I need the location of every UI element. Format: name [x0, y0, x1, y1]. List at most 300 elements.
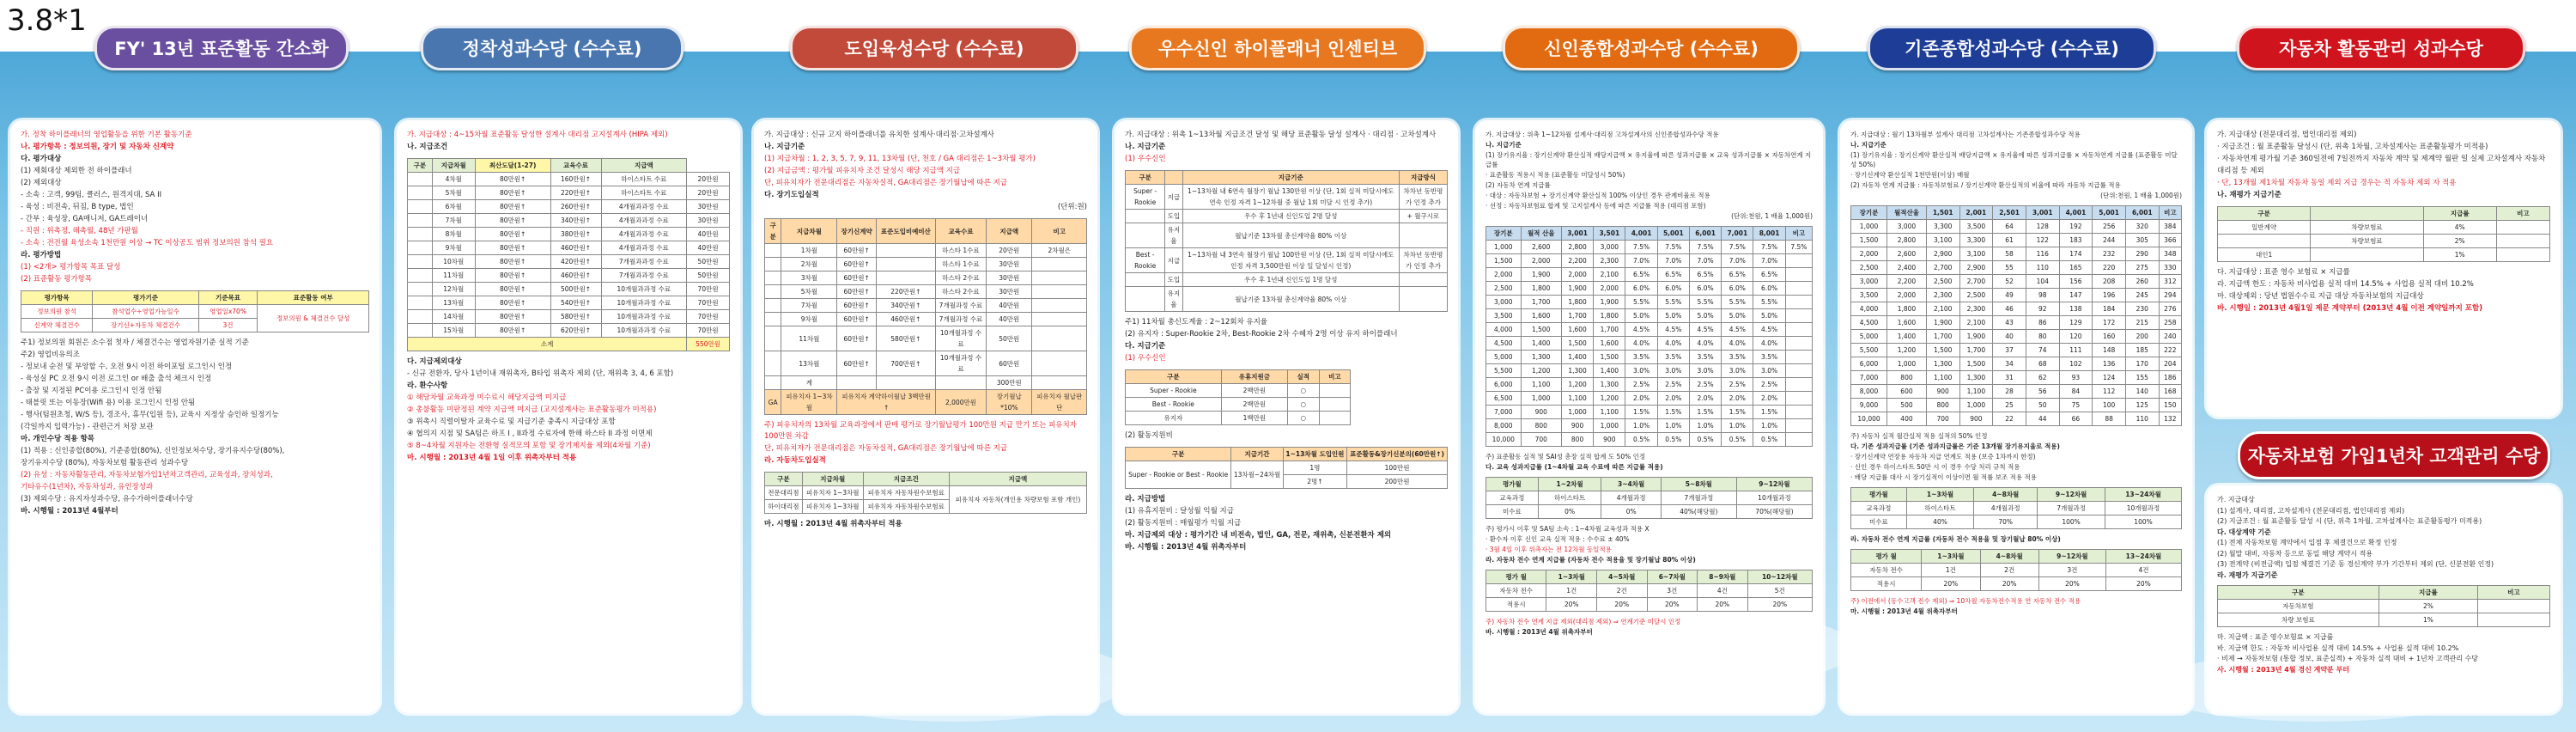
settlement-table	[407, 158, 730, 351]
table-row	[1486, 241, 1813, 254]
table-cell: 3,300	[1926, 220, 1959, 234]
table-header: 구분	[2218, 207, 2311, 221]
table-cell: 1%	[2379, 613, 2477, 627]
table-cell: 7.5%	[1657, 241, 1689, 254]
table-cell: 하이대리점	[765, 500, 803, 514]
auto-activity-body	[2218, 221, 2550, 262]
table-cell	[876, 258, 935, 271]
table-cell: 84	[2059, 385, 2093, 399]
table-row	[765, 244, 1087, 258]
table-cell: 2,600	[1521, 241, 1561, 254]
table-cell: 5차월	[432, 186, 475, 200]
table-cell: 9차월	[781, 313, 837, 326]
table-row	[408, 186, 730, 200]
table-row	[765, 271, 1087, 285]
table-header: 2,501	[1993, 206, 2026, 220]
panel-line: 다. 지급기준	[1125, 342, 1166, 351]
table-cell: 차차년 동반평가 인정 추가	[1399, 185, 1447, 210]
table-cell: 44	[2026, 412, 2059, 426]
panel-line: · 신인 경우 하이스타트 50만 시 이 경우 수당 처리 규칙 적용	[1850, 463, 2020, 471]
panel-line: 가. 지급대상	[2217, 496, 2255, 503]
table-cell: 140	[2125, 385, 2159, 399]
table-cell: 1,800	[1594, 309, 1625, 323]
table-cell: 2,700	[1959, 275, 1993, 289]
table-cell: 5.5%	[1753, 296, 1785, 309]
panel-line: 나. 재평가 지급기준	[2217, 191, 2281, 199]
table-cell: 2,000	[1521, 254, 1561, 268]
table-cell: 피유치자 자동차원수보험료	[863, 486, 949, 500]
table-cell: 유지자	[1126, 412, 1222, 425]
table-total-value: 550만원	[687, 338, 730, 351]
table-cell: 피유치자 자동차(개인용 차량보험 포함 개인)	[949, 486, 1086, 514]
table-cell: 1~13차월 내 3연속 월장기 월납 100만원 이상 (단, 1회 실적 미달시에도 인정 자격 3,500만원 이상 일 달성시 인정)	[1182, 248, 1399, 273]
table-cell: 20%	[2038, 577, 2105, 591]
table-cell: 3.5%	[1722, 351, 1753, 364]
table-cell: 13차월	[432, 296, 475, 310]
table-cell: 50만원	[687, 255, 730, 269]
table-header: 기준목표	[198, 291, 258, 305]
table-cell: 2,500	[1926, 275, 1959, 289]
panel-line: 대리점 등 제외	[2217, 167, 2264, 175]
table-cell: 300만원	[987, 376, 1032, 390]
table-cell: 3,000	[1486, 296, 1522, 309]
table-cell: 74	[2026, 344, 2059, 357]
panel-line: · 대상 : 자동차보험 + 장기신계약 환산실적 100% 이상인 경우 관계비율로 적용	[1485, 192, 1710, 199]
table-row	[1126, 273, 1448, 287]
table-cell: 4.5%	[1625, 323, 1657, 337]
table-cell: 1,700	[1959, 344, 1993, 357]
auto-activity-table	[2217, 206, 2550, 262]
table-cell	[765, 258, 781, 271]
panel-line: 나. 지급기준	[764, 143, 805, 151]
table-header: 지급조건	[863, 473, 949, 486]
table-cell: 240	[2159, 330, 2181, 344]
table-cell: 120	[2059, 330, 2093, 344]
table-cell: 1,900	[1521, 268, 1561, 282]
table-cell: 7개월과과정 수료	[601, 269, 687, 283]
table-cell: 64	[1993, 220, 2026, 234]
table-row	[1851, 316, 2182, 330]
table-cell: 적용시	[1486, 598, 1546, 612]
table-cell: 월납기준 13차월 총신계약율 80% 이상	[1182, 287, 1399, 312]
panel-line: · 3월 4일 이후 위촉자는 전 12차월 동일적용	[1485, 546, 1612, 553]
table-row	[1851, 577, 2182, 591]
table-cell: 2%	[2423, 235, 2496, 248]
table-cell: 5건	[1747, 584, 1812, 598]
table-cell: 46	[1993, 302, 2026, 316]
rookie-reward-body	[1126, 384, 1351, 425]
table-cell: 20만원	[987, 244, 1032, 258]
table-cell: 10개월과과정 수료	[601, 310, 687, 324]
table-cell: 자동차 전수	[1486, 584, 1546, 598]
table-cell: 1,900	[1926, 316, 1959, 330]
table-header: 4~5차월	[1597, 570, 1648, 584]
table-cell: 피유치자 1~3차월	[802, 500, 863, 514]
table-row	[1126, 223, 1448, 248]
table-cell: 40%(해당월)	[1661, 505, 1736, 519]
table-cell	[2311, 248, 2423, 262]
table-cell: 900	[1594, 433, 1625, 447]
table-cell	[1032, 351, 1087, 376]
table-row	[1486, 337, 1813, 351]
table-row	[1851, 344, 2182, 357]
table-cell: 1,900	[1959, 330, 1993, 344]
table-row	[408, 173, 730, 186]
table-cell	[1032, 376, 1087, 390]
table-cell	[408, 214, 433, 228]
table-cell: 25	[1993, 399, 2026, 412]
table-row	[1126, 248, 1448, 273]
table-cell: GA	[765, 390, 781, 415]
recruit-table	[764, 218, 1087, 415]
table-cell: 2차월은	[1032, 244, 1087, 258]
table-cell: 1,500	[1926, 344, 1959, 357]
panel-line: - 정보내 순전 및 부앙할 수, 오전 9시 이전 하이포털 로그인시 인정	[21, 363, 233, 371]
table-cell: 4,000	[1851, 302, 1887, 316]
table-cell: 10개월과과정 수료	[601, 296, 687, 310]
table-cell: 1,000	[1851, 220, 1887, 234]
table-cell: 1,900	[1561, 282, 1593, 296]
table-header: 6,001	[2125, 206, 2159, 220]
table-cell: 20%	[2105, 577, 2181, 591]
panel-line: (2) 제외대상	[21, 179, 62, 187]
table-cell: 정보의원 & 체결건수 달성	[258, 305, 369, 332]
panel-standard-activity	[10, 120, 380, 713]
table-cell: 60만원↑	[837, 326, 876, 351]
table-header: 6,001	[1689, 227, 1721, 241]
table-row	[408, 228, 730, 241]
table-header: 3,001	[1561, 227, 1593, 241]
table-cell: 1,600	[1561, 323, 1593, 337]
table-cell: 58	[1993, 247, 2026, 261]
table-cell: 110	[2026, 261, 2059, 275]
panel-line: 나. 지급기준	[1850, 141, 1886, 149]
table-cell: 5.0%	[1657, 309, 1689, 323]
table-cell: 6,000	[1486, 378, 1522, 392]
table-cell: 4,500	[1486, 337, 1522, 351]
auto-first-year-body	[2218, 600, 2550, 627]
table-cell	[1032, 258, 1087, 271]
table-cell: 49	[1993, 289, 2026, 302]
table-cell: 70만원	[687, 310, 730, 324]
table-cell: 138	[2059, 302, 2093, 316]
panel-line: - 직원 : 위촉정, 해촉월, 48년 가판월	[21, 227, 138, 235]
table-cell: 30만원	[987, 285, 1032, 299]
table-cell: 4건	[2105, 564, 2181, 577]
table-cell: 30만원	[687, 214, 730, 228]
table-cell: 피유치자 자동차원수보험료	[863, 500, 949, 514]
table-cell: 170	[2125, 357, 2159, 371]
table-cell: 2,000	[1887, 289, 1927, 302]
table-cell: 1,500	[1851, 234, 1887, 247]
table-cell: 10개월과과정 수료	[601, 324, 687, 338]
table-cell: 52	[1993, 275, 2026, 289]
table-cell: 256	[2093, 220, 2126, 234]
table-cell: 자동차 전수	[1851, 564, 1922, 577]
table-cell: 2.0%	[1657, 392, 1689, 406]
table-cell: 160만원↑	[550, 173, 601, 186]
panel-line: (2) 유성 : 자동차활동관리, 자동차보험가입1년차고객관리, 교육성과, 장치성과,	[21, 471, 273, 479]
table-cell: 10개월과정	[1736, 491, 1812, 505]
table-cell: 5.5%	[1625, 296, 1657, 309]
table-cell	[1319, 398, 1351, 412]
table-cell: 4건	[1698, 584, 1748, 598]
table-header: 4,001	[1625, 227, 1657, 241]
table-cell: 2,000	[1851, 247, 1887, 261]
table-cell	[1785, 296, 1812, 309]
recruit-table-body	[765, 244, 1087, 390]
table-header: 지급방식	[1399, 171, 1447, 185]
table-header: 5,001	[2093, 206, 2126, 220]
unit-note: (단위:천원, 1 배율 1,000원)	[2100, 192, 2182, 199]
panel-line: 주) 자동차 전수 연계 지급 제외(대리점 제외) ⇒ 연계기준 미달시 인정	[1485, 618, 1681, 625]
panel-line: 바. 시행월 : 2013년 4월부터	[21, 507, 118, 515]
table-cell: 차량보험료	[2311, 235, 2423, 248]
table-cell: 900	[1561, 419, 1593, 433]
table-cell: 183	[2059, 234, 2093, 247]
table-cell: 10개월과과정 수료	[601, 283, 687, 296]
new-auto-table	[1485, 570, 1813, 612]
table-cell: 900	[1521, 406, 1561, 419]
table-cell: 1차월	[781, 244, 837, 258]
table-header: 7,001	[1722, 227, 1753, 241]
table-cell: 1,100	[1926, 371, 1959, 385]
table-header: 4~8차월	[1974, 488, 2038, 502]
panel-line: 라. 지급액 한도 : 자동차 비사업용 실적 대비 14.5% + 사업용 실적 대비 10.2%	[2217, 280, 2474, 289]
table-cell: 68	[2026, 357, 2059, 371]
table-cell: 도입	[1165, 273, 1182, 287]
table-header: 8,001	[1753, 227, 1785, 241]
table-cell: 2,500	[1851, 261, 1887, 275]
table-cell: 3,500	[1851, 289, 1887, 302]
table-cell: 5차월	[781, 285, 837, 299]
table-cell	[1785, 406, 1812, 419]
table-cell: 30만원	[987, 258, 1032, 271]
table-cell: ○	[1288, 384, 1320, 398]
table-cell: 1.0%	[1753, 419, 1785, 433]
panel-line: 바. 시행월 : 2013년 4월 위촉자부터	[1125, 543, 1247, 552]
table-cell: 4.0%	[1657, 337, 1689, 351]
table-header: 지급기준	[1182, 171, 1399, 185]
table-header: 평가월	[1851, 488, 1907, 502]
panel-line: · 단, 13개월 제1차월 자동차 동일 제외 지급 경우는 적 자동차 제외 자 적용	[2217, 179, 2457, 187]
table-cell: 2.0%	[1753, 392, 1785, 406]
table-cell	[1785, 268, 1812, 282]
table-header: 구분	[408, 159, 433, 173]
panel-auto-activity	[2207, 120, 2561, 417]
panel-line: 나. 지급기준	[1485, 141, 1522, 149]
table-cell: 55	[1993, 261, 2026, 275]
table-cell: ○	[1288, 412, 1320, 425]
panel-line: 라. 지급방법	[1125, 495, 1166, 503]
table-cell: 3건	[198, 319, 258, 332]
table-cell	[876, 376, 935, 390]
table-cell: 160	[2093, 330, 2126, 344]
table-cell: 2.0%	[1722, 392, 1753, 406]
table-header: 지급액	[987, 219, 1032, 244]
table-cell: 1,500	[1521, 323, 1561, 337]
table-header: 8~9차월	[1698, 570, 1748, 584]
table-cell: 10개월과정	[2105, 502, 2182, 515]
table-row	[408, 214, 730, 228]
panel-line: 주1) 정보의원 회원은 소수점 첫자 / 체결건수는 영업자원기준 실적 기준	[21, 339, 249, 347]
table-header: 구분	[1126, 171, 1165, 185]
table-row	[1851, 289, 2182, 302]
panel-recruit-allowance	[754, 120, 1097, 713]
table-cell: 340만원↑	[876, 299, 935, 313]
table-cell: 하스타 1수료	[935, 244, 986, 258]
table-cell: 3건	[2038, 564, 2105, 577]
table-cell: 하스타 2수료	[935, 271, 986, 285]
table-row	[1851, 371, 2182, 385]
table-cell: 320	[2125, 220, 2159, 234]
panel-line: 다. 평가대상	[21, 155, 62, 163]
auto-first-year-table	[2217, 585, 2550, 627]
new-education-table	[1485, 477, 1813, 519]
table-cell: 60만원↑	[837, 258, 876, 271]
table-row	[765, 258, 1087, 271]
unit-note: (단위:원)	[1057, 203, 1087, 211]
table-cell	[1032, 313, 1087, 326]
table-cell: 4,000	[1486, 323, 1522, 337]
table-cell: 34	[1993, 357, 2026, 371]
table-cell	[1785, 351, 1812, 364]
table-cell: 하이스타트 수료	[601, 173, 687, 186]
table-cell: 적용시	[1851, 577, 1922, 591]
table-header: 지급률	[2423, 207, 2496, 221]
table-cell: 2,500	[1486, 282, 1522, 296]
table-cell: 2,000만원	[935, 390, 986, 415]
table-header: 평가항목	[21, 291, 93, 305]
table-cell: 80만원↑	[475, 310, 550, 324]
table-cell: 1,700	[1926, 330, 1959, 344]
table-cell	[1785, 309, 1812, 323]
table-cell: 7.0%	[1625, 254, 1657, 268]
panel-line: 장기유지수당 (80%), 자동차보험 활동관리 성과수당	[21, 459, 189, 467]
table-cell: 5.5%	[1722, 296, 1753, 309]
table-cell: 1,100	[1521, 378, 1561, 392]
table-cell: 2.5%	[1722, 378, 1753, 392]
table-row	[1486, 505, 1813, 519]
table-cell: 하이스타트	[1906, 502, 1974, 515]
table-cell: 월납기준 13차월 총신계약율 80% 이상	[1182, 223, 1399, 248]
table-cell: 70%(해당월)	[1736, 505, 1812, 519]
table-row	[1486, 392, 1813, 406]
table-row	[765, 285, 1087, 299]
table-cell: 6.5%	[1753, 268, 1785, 282]
table-cell: 2,000	[1486, 268, 1522, 282]
table-cell: 20%	[1922, 577, 1980, 591]
table-cell	[408, 296, 433, 310]
table-cell: 1,000	[1521, 392, 1561, 406]
table-cell: 5.0%	[1689, 309, 1721, 323]
table-header: 표준활동&장기신분의(60만원↑)	[1347, 448, 1448, 461]
table-header: 1~13차월 도입인원	[1283, 448, 1346, 461]
panel-line: (2) 자동차 연계 지급률	[1485, 181, 1551, 189]
table-cell: 260	[2125, 275, 2159, 289]
table-cell: 피유치자 1~3차월	[781, 390, 837, 415]
table-cell: 2,500	[1959, 289, 1993, 302]
table-row	[1851, 515, 2182, 529]
table-cell: 50	[2026, 399, 2059, 412]
table-cell: 2,700	[1926, 261, 1959, 275]
table-cell: 1.0%	[1689, 419, 1721, 433]
table-cell: 155	[2125, 371, 2159, 385]
table-cell: 9,000	[1851, 399, 1887, 412]
table-cell	[408, 324, 433, 338]
table-cell: 장기신+자동차 체결건수	[93, 319, 198, 332]
panel-line: 마. 지급제외 대상 : 평가기간 내 비전속, 법인, GA, 전문, 재위촉, 신분전환자 제외	[1125, 531, 1392, 540]
table-cell: 3,300	[1959, 234, 1993, 247]
table-cell: 900	[1926, 385, 1959, 399]
table-cell	[1785, 323, 1812, 337]
table-cell: 2,000	[1561, 268, 1593, 282]
panel-line: ③ 위촉시 직렬이탈자 교육수료 및 지급기준 충족시 지급대상 포함	[407, 418, 616, 426]
table-cell	[1319, 384, 1351, 398]
table-cell: 1,100	[1959, 385, 1993, 399]
table-cell: 신계약 체결건수	[21, 319, 93, 332]
panel-line: 마. 지급액 : 표준 영수보험료 × 지급률	[2217, 633, 2334, 641]
panel-rookie-incentive	[1115, 120, 1458, 713]
table-cell: 2건	[1597, 584, 1648, 598]
table-cell: 460만원↑	[550, 241, 601, 255]
table-cell: 230	[2125, 302, 2159, 316]
table-cell: 1,300	[1959, 371, 1993, 385]
table-cell: 1,200	[1561, 378, 1593, 392]
table-cell	[1126, 273, 1165, 287]
table-cell	[1785, 378, 1812, 392]
rookie-support-table	[1125, 447, 1448, 489]
recruit-auto-table	[764, 472, 1087, 514]
table-cell: 7.5%	[1785, 241, 1812, 254]
table-cell: 70만원	[687, 324, 730, 338]
table-header	[1165, 171, 1182, 185]
table-cell: 700	[1926, 412, 1959, 426]
new-education-body	[1486, 491, 1813, 519]
table-cell: 4.0%	[1722, 337, 1753, 351]
table-cell: 100만원	[1347, 461, 1448, 475]
table-header: 5~8차월	[1661, 478, 1736, 491]
table-header: 지급차월	[802, 473, 863, 486]
panel-line: - 태블릿 또는 이동장(Wifi 용) 이용 로그인시 인정 안됨	[21, 399, 196, 407]
table-cell: 13차월~24차월	[1231, 461, 1283, 489]
table-cell: 500만원↑	[550, 283, 601, 296]
table-row	[408, 241, 730, 255]
table-cell: 2차월	[781, 258, 837, 271]
table-row	[1851, 247, 2182, 261]
table-cell: 7차월	[781, 299, 837, 313]
table-cell: 192	[2059, 220, 2093, 234]
table-row	[1486, 598, 1813, 612]
panel-line: ① 해당차월 교육과정 미수료시 해당지급액 미지급	[407, 393, 567, 402]
panel-line: 단, 피유치자가 전문대리점은 자동차실적, GA대리점은 장기월납에 따른 지급	[764, 444, 1008, 453]
table-row	[1486, 433, 1813, 447]
new-auto-body	[1486, 584, 1813, 612]
table-cell: 5,000	[1486, 351, 1522, 364]
table-cell: 3.0%	[1657, 364, 1689, 378]
table-cell: 7개월과정	[1661, 491, 1736, 505]
table-cell: 1,000	[1887, 357, 1927, 371]
title-standard-activity: FY' 13년 표준활동 간소화	[94, 26, 349, 70]
table-cell: 165	[2059, 261, 2093, 275]
table-cell: 7.5%	[1625, 241, 1657, 254]
table-cell	[1399, 273, 1447, 287]
table-cell: 피유치자 1~3차월	[802, 486, 863, 500]
panel-line: - 육성실 PC 오전 9시 이전 로그인 or 배출 출석 체크시 인정	[21, 375, 212, 383]
title-settlement-allowance: 정착성과수당 (수수료)	[421, 26, 683, 70]
table-header: 9~12차월	[1736, 478, 1812, 491]
table-cell: 1건	[1922, 564, 1980, 577]
